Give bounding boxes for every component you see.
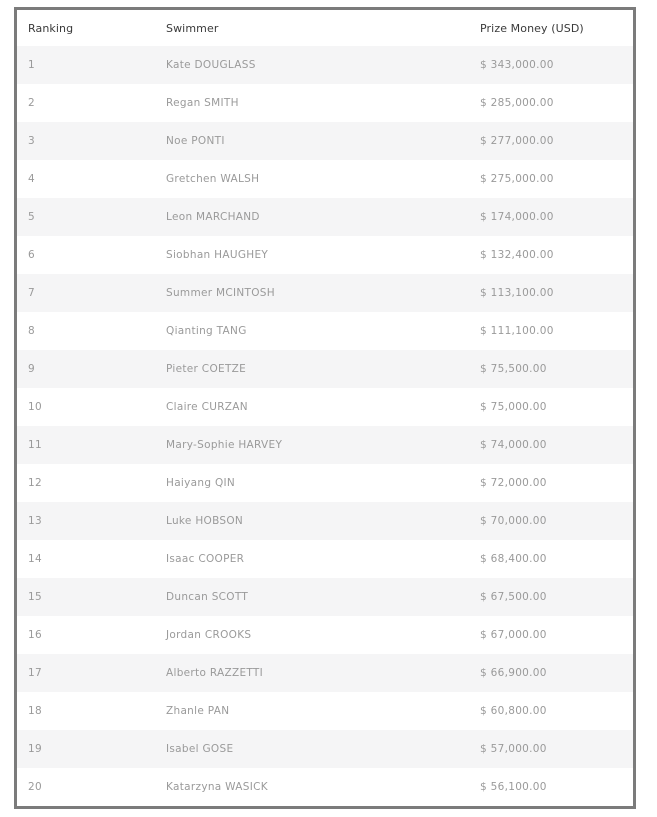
cell-swimmer: Isabel GOSE — [166, 743, 234, 755]
cell-swimmer: Noe PONTI — [166, 135, 225, 147]
cell-swimmer: Claire CURZAN — [166, 401, 248, 413]
table-row — [17, 236, 633, 274]
cell-rank: 17 — [28, 667, 42, 679]
cell-prize: $ 111,100.00 — [480, 325, 554, 337]
cell-swimmer: Qianting TANG — [166, 325, 247, 337]
table-row — [17, 350, 633, 388]
cell-prize: $ 72,000.00 — [480, 477, 547, 489]
cell-rank: 16 — [28, 629, 42, 641]
header-ranking: Ranking — [28, 21, 74, 35]
cell-rank: 5 — [28, 211, 35, 223]
cell-prize: $ 67,500.00 — [480, 591, 547, 603]
table-row — [17, 692, 633, 730]
table-row — [17, 160, 633, 198]
cell-prize: $ 68,400.00 — [480, 553, 547, 565]
cell-swimmer: Zhanle PAN — [166, 705, 230, 717]
cell-swimmer: Isaac COOPER — [166, 553, 245, 565]
cell-prize: $ 74,000.00 — [480, 439, 547, 451]
cell-rank: 20 — [28, 781, 42, 793]
cell-rank: 10 — [28, 401, 42, 413]
cell-prize: $ 343,000.00 — [480, 59, 554, 71]
cell-prize: $ 67,000.00 — [480, 629, 547, 641]
cell-prize: $ 174,000.00 — [480, 211, 554, 223]
table-row — [17, 46, 633, 84]
cell-prize: $ 275,000.00 — [480, 173, 554, 185]
cell-rank: 3 — [28, 135, 35, 147]
cell-rank: 8 — [28, 325, 35, 337]
header-swimmer: Swimmer — [166, 21, 219, 35]
prize-money-table-frame — [14, 7, 636, 809]
table-row — [17, 312, 633, 350]
cell-rank: 14 — [28, 553, 42, 565]
table-row — [17, 578, 633, 616]
table-row — [17, 198, 633, 236]
cell-swimmer: Regan SMITH — [166, 97, 239, 109]
cell-prize: $ 75,500.00 — [480, 363, 547, 375]
table-row — [17, 274, 633, 312]
cell-swimmer: Summer MCINTOSH — [166, 287, 275, 299]
cell-rank: 6 — [28, 249, 35, 261]
table-row — [17, 84, 633, 122]
table-row — [17, 616, 633, 654]
table-row — [17, 502, 633, 540]
table-row — [17, 388, 633, 426]
table-body — [17, 46, 633, 806]
table-row — [17, 540, 633, 578]
table-row — [17, 654, 633, 692]
cell-prize: $ 113,100.00 — [480, 287, 554, 299]
prize-money-table — [17, 10, 633, 806]
cell-swimmer: Leon MARCHAND — [166, 211, 260, 223]
table-row — [17, 122, 633, 160]
cell-rank: 1 — [28, 59, 35, 71]
cell-swimmer: Haiyang QIN — [166, 477, 236, 489]
cell-prize: $ 56,100.00 — [480, 781, 547, 793]
cell-swimmer: Alberto RAZZETTI — [166, 667, 264, 679]
cell-rank: 15 — [28, 591, 42, 603]
cell-prize: $ 132,400.00 — [480, 249, 554, 261]
cell-prize: $ 66,900.00 — [480, 667, 547, 679]
cell-rank: 9 — [28, 363, 35, 375]
table-row — [17, 464, 633, 502]
cell-rank: 2 — [28, 97, 35, 109]
cell-swimmer: Siobhan HAUGHEY — [166, 249, 269, 261]
cell-prize: $ 285,000.00 — [480, 97, 554, 109]
cell-swimmer: Pieter COETZE — [166, 363, 247, 375]
cell-rank: 12 — [28, 477, 42, 489]
cell-prize: $ 75,000.00 — [480, 401, 547, 413]
table-row — [17, 730, 633, 768]
header-prize-money: Prize Money (USD) — [480, 21, 584, 35]
cell-swimmer: Duncan SCOTT — [166, 591, 249, 603]
cell-rank: 13 — [28, 515, 42, 527]
header-row — [17, 10, 633, 46]
cell-swimmer: Mary-Sophie HARVEY — [166, 439, 283, 451]
cell-prize: $ 57,000.00 — [480, 743, 547, 755]
cell-rank: 11 — [28, 439, 42, 451]
cell-rank: 19 — [28, 743, 42, 755]
cell-swimmer: Katarzyna WASICK — [166, 781, 268, 793]
cell-rank: 7 — [28, 287, 35, 299]
cell-swimmer: Gretchen WALSH — [166, 173, 260, 185]
cell-swimmer: Jordan CROOKS — [166, 629, 252, 641]
cell-rank: 18 — [28, 705, 42, 717]
cell-swimmer: Kate DOUGLASS — [166, 59, 256, 71]
cell-prize: $ 277,000.00 — [480, 135, 554, 147]
table-header — [17, 10, 633, 46]
table-row — [17, 768, 633, 806]
cell-prize: $ 60,800.00 — [480, 705, 547, 717]
table-row — [17, 426, 633, 464]
cell-swimmer: Luke HOBSON — [166, 515, 244, 527]
cell-prize: $ 70,000.00 — [480, 515, 547, 527]
cell-rank: 4 — [28, 173, 35, 185]
